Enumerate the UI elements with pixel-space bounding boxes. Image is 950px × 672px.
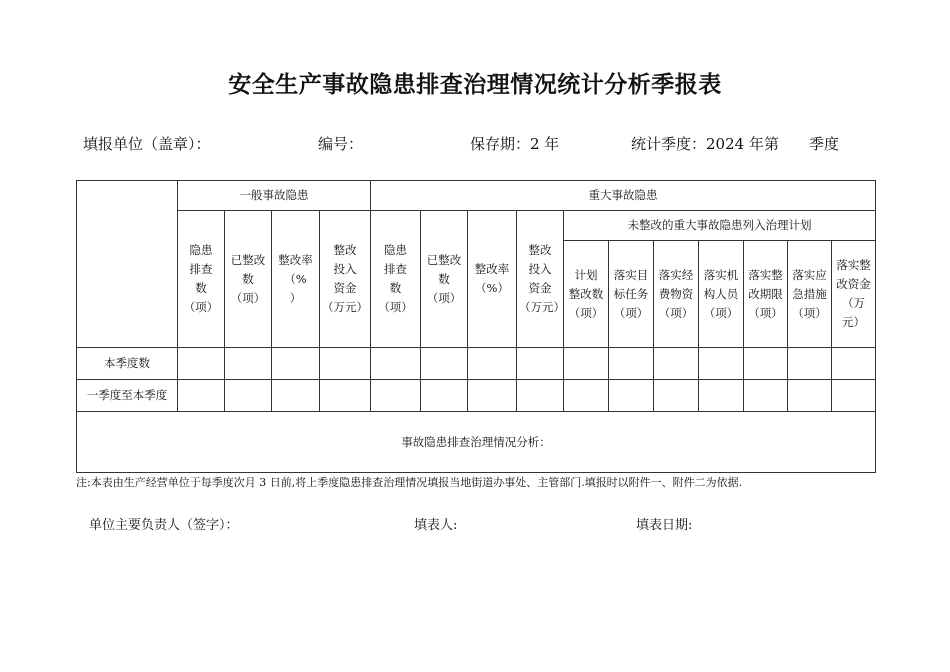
row-label-cumulative: 一季度至本季度 [77, 380, 178, 412]
plan-col-header-1 [564, 241, 609, 348]
header-text-line: 隐患 [189, 243, 213, 257]
analysis-cell[interactable]: 事故隐患排查治理情况分析： [77, 412, 876, 473]
header-text-line: （项） [230, 290, 266, 305]
header-text-line: 数 [242, 271, 254, 286]
major-col-header-4 [517, 211, 564, 348]
table-cell[interactable] [371, 380, 421, 412]
header-text-line: （万元） [519, 300, 565, 314]
table-cell[interactable] [468, 348, 517, 380]
reporting-unit-label: 填报单位（盖章）： [83, 135, 211, 153]
header-text-line: （%） [475, 281, 509, 295]
header-text-line: 排查 [384, 262, 407, 276]
header-text-line: 标任务 [613, 286, 649, 301]
plan-col-header-5 [744, 241, 788, 348]
page-title: 安全生产事故隐患排查治理情况统计分析季报表 [228, 72, 722, 98]
header-text-line: （项） [748, 305, 783, 320]
table-cell[interactable] [832, 348, 876, 380]
header-text-line: （万元） [322, 300, 368, 314]
header-text-line: ） [289, 290, 302, 305]
table-cell[interactable] [225, 380, 272, 412]
table-cell[interactable] [320, 348, 371, 380]
header-text-line: （项） [568, 305, 604, 320]
fill-date-label: 填表日期: [636, 518, 693, 533]
table-cell[interactable] [699, 348, 744, 380]
header-text-line: 元） [842, 315, 866, 329]
header-text-line: 已整改 [426, 252, 462, 267]
header-text-line: 数 [438, 271, 450, 286]
filler-label: 填表人: [414, 518, 458, 533]
header-text-line: 构人员 [703, 286, 739, 301]
corner-cell [77, 181, 178, 348]
table-cell[interactable] [421, 348, 468, 380]
major-col-header-1 [371, 211, 421, 348]
table-cell[interactable] [272, 348, 320, 380]
major-hazard-header: 重大事故隐患 [371, 181, 876, 211]
general-col-header-1 [178, 211, 225, 348]
header-text-line: （项） [792, 305, 827, 320]
table-cell[interactable] [421, 380, 468, 412]
plan-col-header-4 [699, 241, 744, 348]
header-text-line: 数 [195, 281, 207, 295]
header-text-line: 整改 [333, 243, 357, 257]
header-text-line: （项） [658, 305, 694, 320]
header-text-line: 数 [389, 281, 402, 295]
header-text-line: 落实机 [703, 267, 739, 282]
header-text-line: 整改 [528, 243, 552, 257]
table-row [77, 348, 876, 380]
table-cell[interactable] [609, 348, 654, 380]
table-cell[interactable] [609, 380, 654, 412]
header-text-line: （% [284, 271, 307, 286]
retention-period-label: 保存期：2 年 [470, 135, 560, 153]
header-text-line: 改资金 [836, 277, 871, 291]
table-cell[interactable] [832, 380, 876, 412]
header-text-line: 整改数 [568, 286, 604, 301]
statistics-quarter-label: 统计季度：2024 年第 季度 [631, 135, 839, 153]
table-cell[interactable] [371, 348, 421, 380]
header-text-line: （项） [703, 305, 739, 320]
table-cell[interactable] [178, 380, 225, 412]
table-cell[interactable] [564, 380, 609, 412]
general-hazard-header: 一般事故隐患 [178, 181, 371, 211]
header-text-line: 隐患 [384, 243, 407, 257]
header-text-line: （万 [842, 296, 866, 310]
table-cell[interactable] [272, 380, 320, 412]
table-cell[interactable] [225, 348, 272, 380]
header-text-line: 落实应 [792, 267, 827, 282]
header-text-line: 整改率 [278, 252, 313, 267]
major-plan-group-header: 未整改的重大事故隐患列入治理计划 [564, 211, 876, 241]
plan-col-header-6 [788, 241, 832, 348]
table-row [77, 380, 876, 412]
row-label-current-quarter: 本季度数 [77, 348, 178, 380]
header-text-line: （项） [183, 300, 219, 314]
table-cell[interactable] [517, 380, 564, 412]
major-col-header-3 [468, 211, 517, 348]
header-text-line: 资金 [528, 281, 552, 295]
header-text-line: 计划 [574, 267, 598, 282]
header-text-line: 急措施 [792, 286, 827, 301]
header-text-line: 落实经 [658, 267, 694, 282]
table-cell[interactable] [744, 348, 788, 380]
principal-signature-label: 单位主要负责人（签字）： [89, 518, 239, 533]
table-cell[interactable] [178, 348, 225, 380]
header-text-line: 落实整 [748, 267, 783, 282]
header-text-line: 落实整 [836, 258, 871, 272]
report-table [76, 180, 876, 473]
general-col-header-3 [272, 211, 320, 348]
table-cell[interactable] [788, 348, 832, 380]
general-col-header-4 [320, 211, 371, 348]
header-text-line: 整改率 [474, 262, 510, 276]
header-text-line: 费物资 [658, 286, 694, 301]
table-cell[interactable] [564, 348, 609, 380]
header-text-line: 排查 [189, 262, 213, 276]
major-col-header-2 [421, 211, 468, 348]
header-text-line: （项） [378, 300, 413, 314]
header-text-line: 改期限 [748, 286, 783, 301]
table-cell[interactable] [320, 380, 371, 412]
table-cell[interactable] [654, 380, 699, 412]
plan-col-header-3 [654, 241, 699, 348]
plan-col-header-7 [832, 241, 876, 348]
table-cell[interactable] [468, 380, 517, 412]
table-cell[interactable] [744, 380, 788, 412]
header-text-line: （项） [613, 305, 649, 320]
general-col-header-2 [225, 211, 272, 348]
table-cell[interactable] [517, 348, 564, 380]
table-cell[interactable] [699, 380, 744, 412]
header-text-line: 已整改 [230, 252, 266, 267]
table-cell[interactable] [654, 348, 699, 380]
serial-number-label: 编号： [318, 135, 364, 153]
header-text-line: （项） [426, 290, 462, 305]
table-cell[interactable] [788, 380, 832, 412]
header-text-line: 落实目 [613, 267, 649, 282]
header-text-line: 投入 [333, 262, 357, 276]
footnote: 注:本表由生产经营单位于每季度次月 3 日前,将上季度隐患排查治理情况填报当地街道办事处、主管部门.填报时以附件一、附件二为依据. [76, 476, 743, 489]
header-text-line: 资金 [333, 281, 357, 295]
plan-col-header-2 [609, 241, 654, 348]
header-text-line: 投入 [528, 262, 552, 276]
